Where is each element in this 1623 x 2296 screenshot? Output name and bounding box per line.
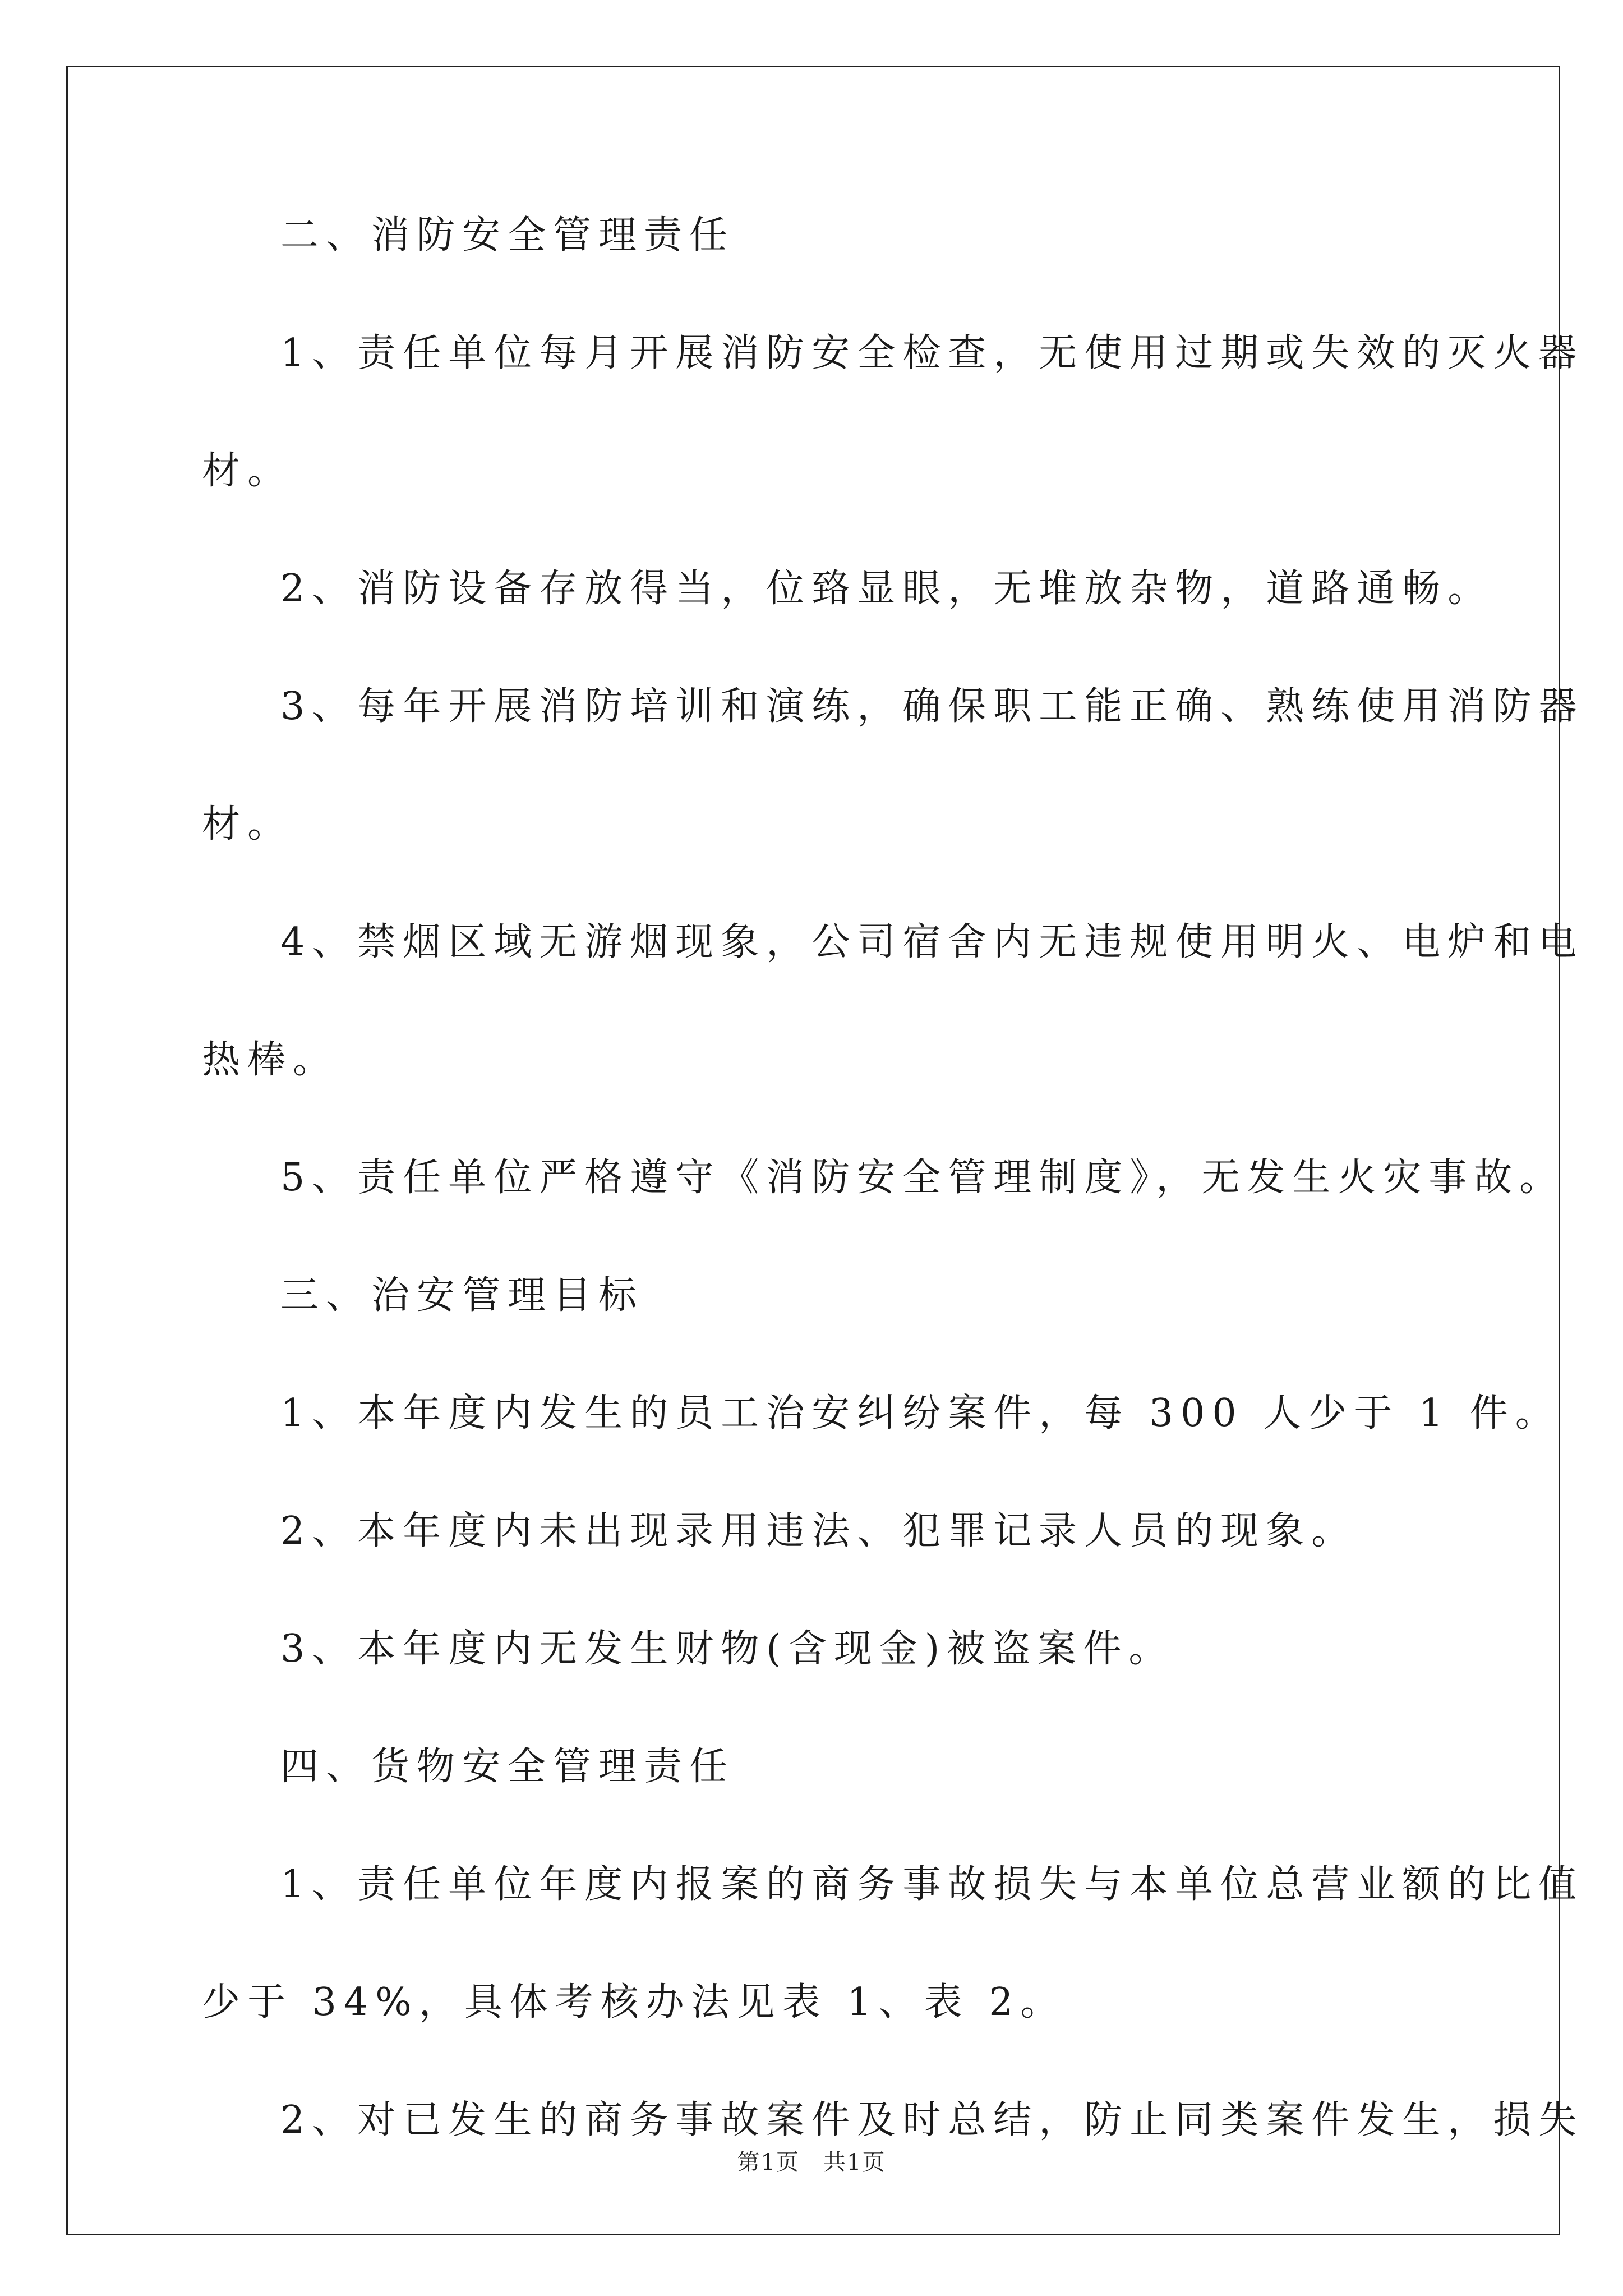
paragraph-line: 3、本年度内无发生财物(含现金)被盗案件。	[280, 1627, 1174, 1671]
paragraph-line: 4、禁烟区域无游烟现象，公司宿舍内无违规使用明火、电炉和电	[280, 920, 1584, 964]
paragraph-line: 2、对已发生的商务事故案件及时总结，防止同类案件发生，损失	[280, 2098, 1584, 2142]
paragraph-line: 1、责任单位年度内报案的商务事故损失与本单位总营业额的比值	[280, 1862, 1584, 1907]
paragraph-line: 材。	[202, 449, 293, 493]
section-heading-cargo-safety: 四、货物安全管理责任	[280, 1745, 735, 1789]
paragraph-line: 2、本年度内未出现录用违法、犯罪记录人员的现象。	[280, 1509, 1357, 1553]
paragraph-line: 5、责任单位严格遵守《消防安全管理制度》，无发生火灾事故。	[280, 1156, 1565, 1200]
paragraph-line: 3、每年开展消防培训和演练，确保职工能正确、熟练使用消防器	[280, 684, 1584, 729]
paragraph-line: 少于 34%，具体考核办法见表 1、表 2。	[202, 1980, 1066, 2024]
paragraph-line: 1、本年度内发生的员工治安纠纷案件，每 300 人少于 1 件。	[280, 1391, 1561, 1435]
paragraph-line: 材。	[202, 802, 293, 846]
paragraph-line: 1、责任单位每月开展消防安全检查，无使用过期或失效的灭火器	[280, 331, 1584, 375]
paragraph-line: 2、消防设备存放得当，位臵显眼，无堆放杂物，道路通畅。	[280, 567, 1493, 611]
paragraph-line: 热棒。	[202, 1038, 339, 1082]
page-footer: 第1页 共1页	[737, 2150, 886, 2175]
page-border	[66, 66, 1560, 2235]
section-heading-fire-safety: 二、消防安全管理责任	[280, 213, 735, 257]
section-heading-public-security: 三、治安管理目标	[280, 1273, 644, 1318]
